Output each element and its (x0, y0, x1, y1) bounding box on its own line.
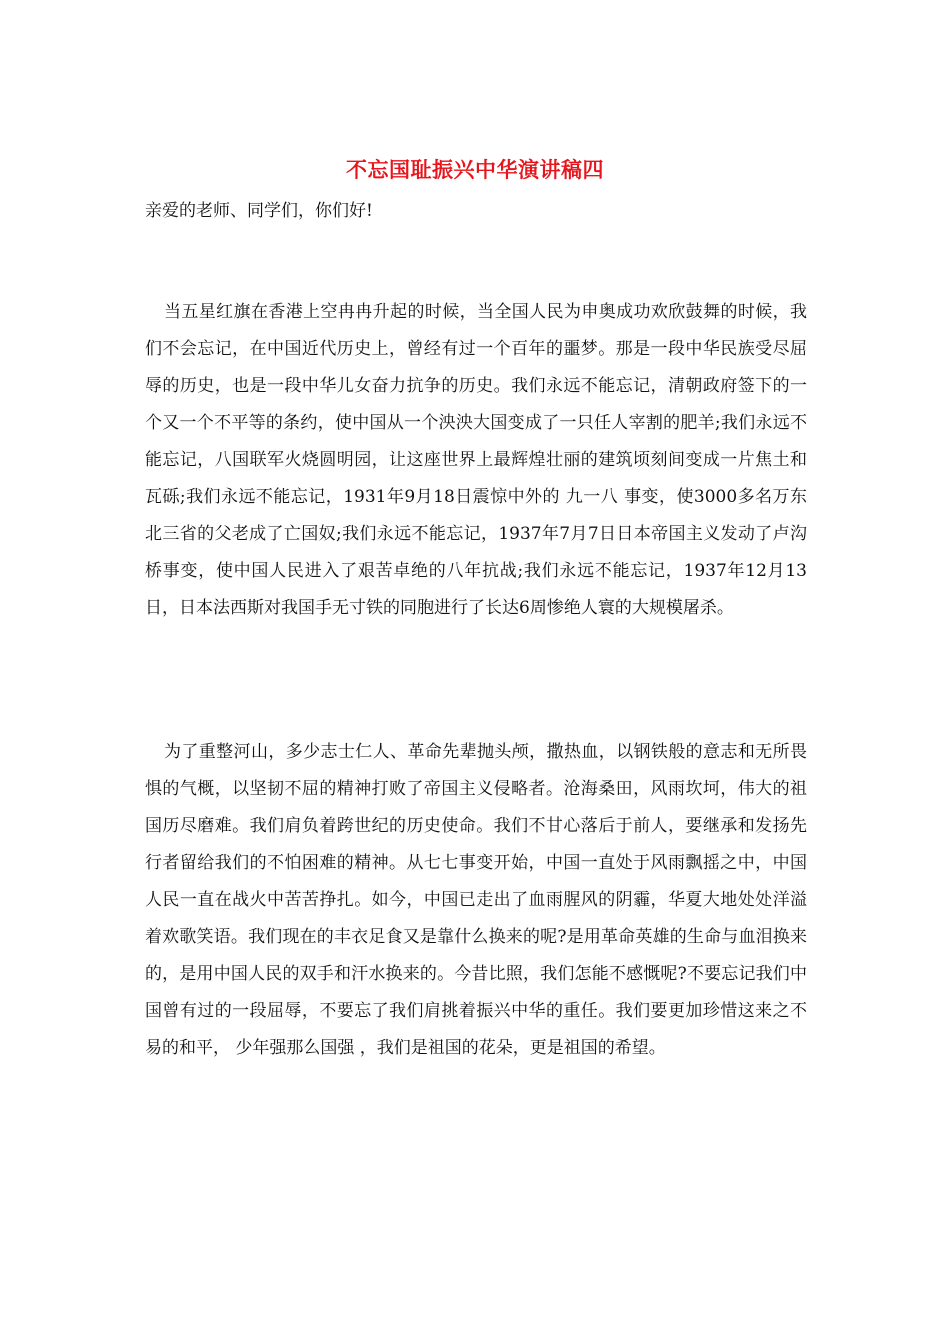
document-title: 不忘国耻振兴中华演讲稿四 (346, 158, 604, 182)
body-paragraph-2: 为了重整河山，多少志士仁人、革命先辈抛头颅，撒热血，以钢铁般的意志和无所畏惧的气概，以坚韧不屈的精神打败了帝国主义侵略者。沧海桑田，风雨坎坷，伟大的祖国历尽磨难。我们肩负着跨世纪的历史使命。我们不甘心落后于前人，要继承和发扬先行者留给我们的不怕困难的精神。从七七事变开始，中国一直处于风雨飘摇之中，中国人民一直在战火中苦苦挣扎。如今，中国已走出了血雨腥风的阴霾，华夏大地处处洋溢着欢歌笑语。我们现在的丰衣足食又是靠什么换来的呢?是用革命英雄的生命与血泪换来的，是用中国人民的双手和汗水换来的。今昔比照，我们怎能不感慨呢?不要忘记我们中国曾有过的一段屈辱，不要忘了我们肩挑着振兴中华的重任。我们要更加珍惜这来之不易的和平， 少年强那么国强 ，我们是祖国的花朵，更是祖国的希望。 (145, 742, 807, 1058)
greeting-line: 亲爱的老师、同学们，你们好! (145, 201, 373, 221)
body-paragraph-1: 当五星红旗在香港上空冉冉升起的时候，当全国人民为申奥成功欢欣鼓舞的时候，我们不会忘记，在中国近代历史上，曾经有过一个百年的噩梦。那是一段中华民族受尽屈辱的历史，也是一段中华儿女奋力抗争的历史。我们永远不能忘记，清朝政府签下的一个又一个不平等的条约，使中国从一个泱泱大国变成了一只任人宰割的肥羊;我们永远不能忘记，八国联军火烧圆明园，让这座世界上最辉煌壮丽的建筑顷刻间变成一片焦土和瓦砾;我们永远不能忘记，1931年9月18日震惊中外的 九一八 事变，使3000多名万东北三省的父老成了亡国奴;我们永远不能忘记，1937年7月7日日本帝国主义发动了卢沟桥事变，使中国人民进入了艰苦卓绝的八年抗战;我们永远不能忘记，1937年12月13日，日本法西斯对我国手无寸铁的同胞进行了长达6周惨绝人寰的大规模屠杀。 (145, 302, 807, 618)
